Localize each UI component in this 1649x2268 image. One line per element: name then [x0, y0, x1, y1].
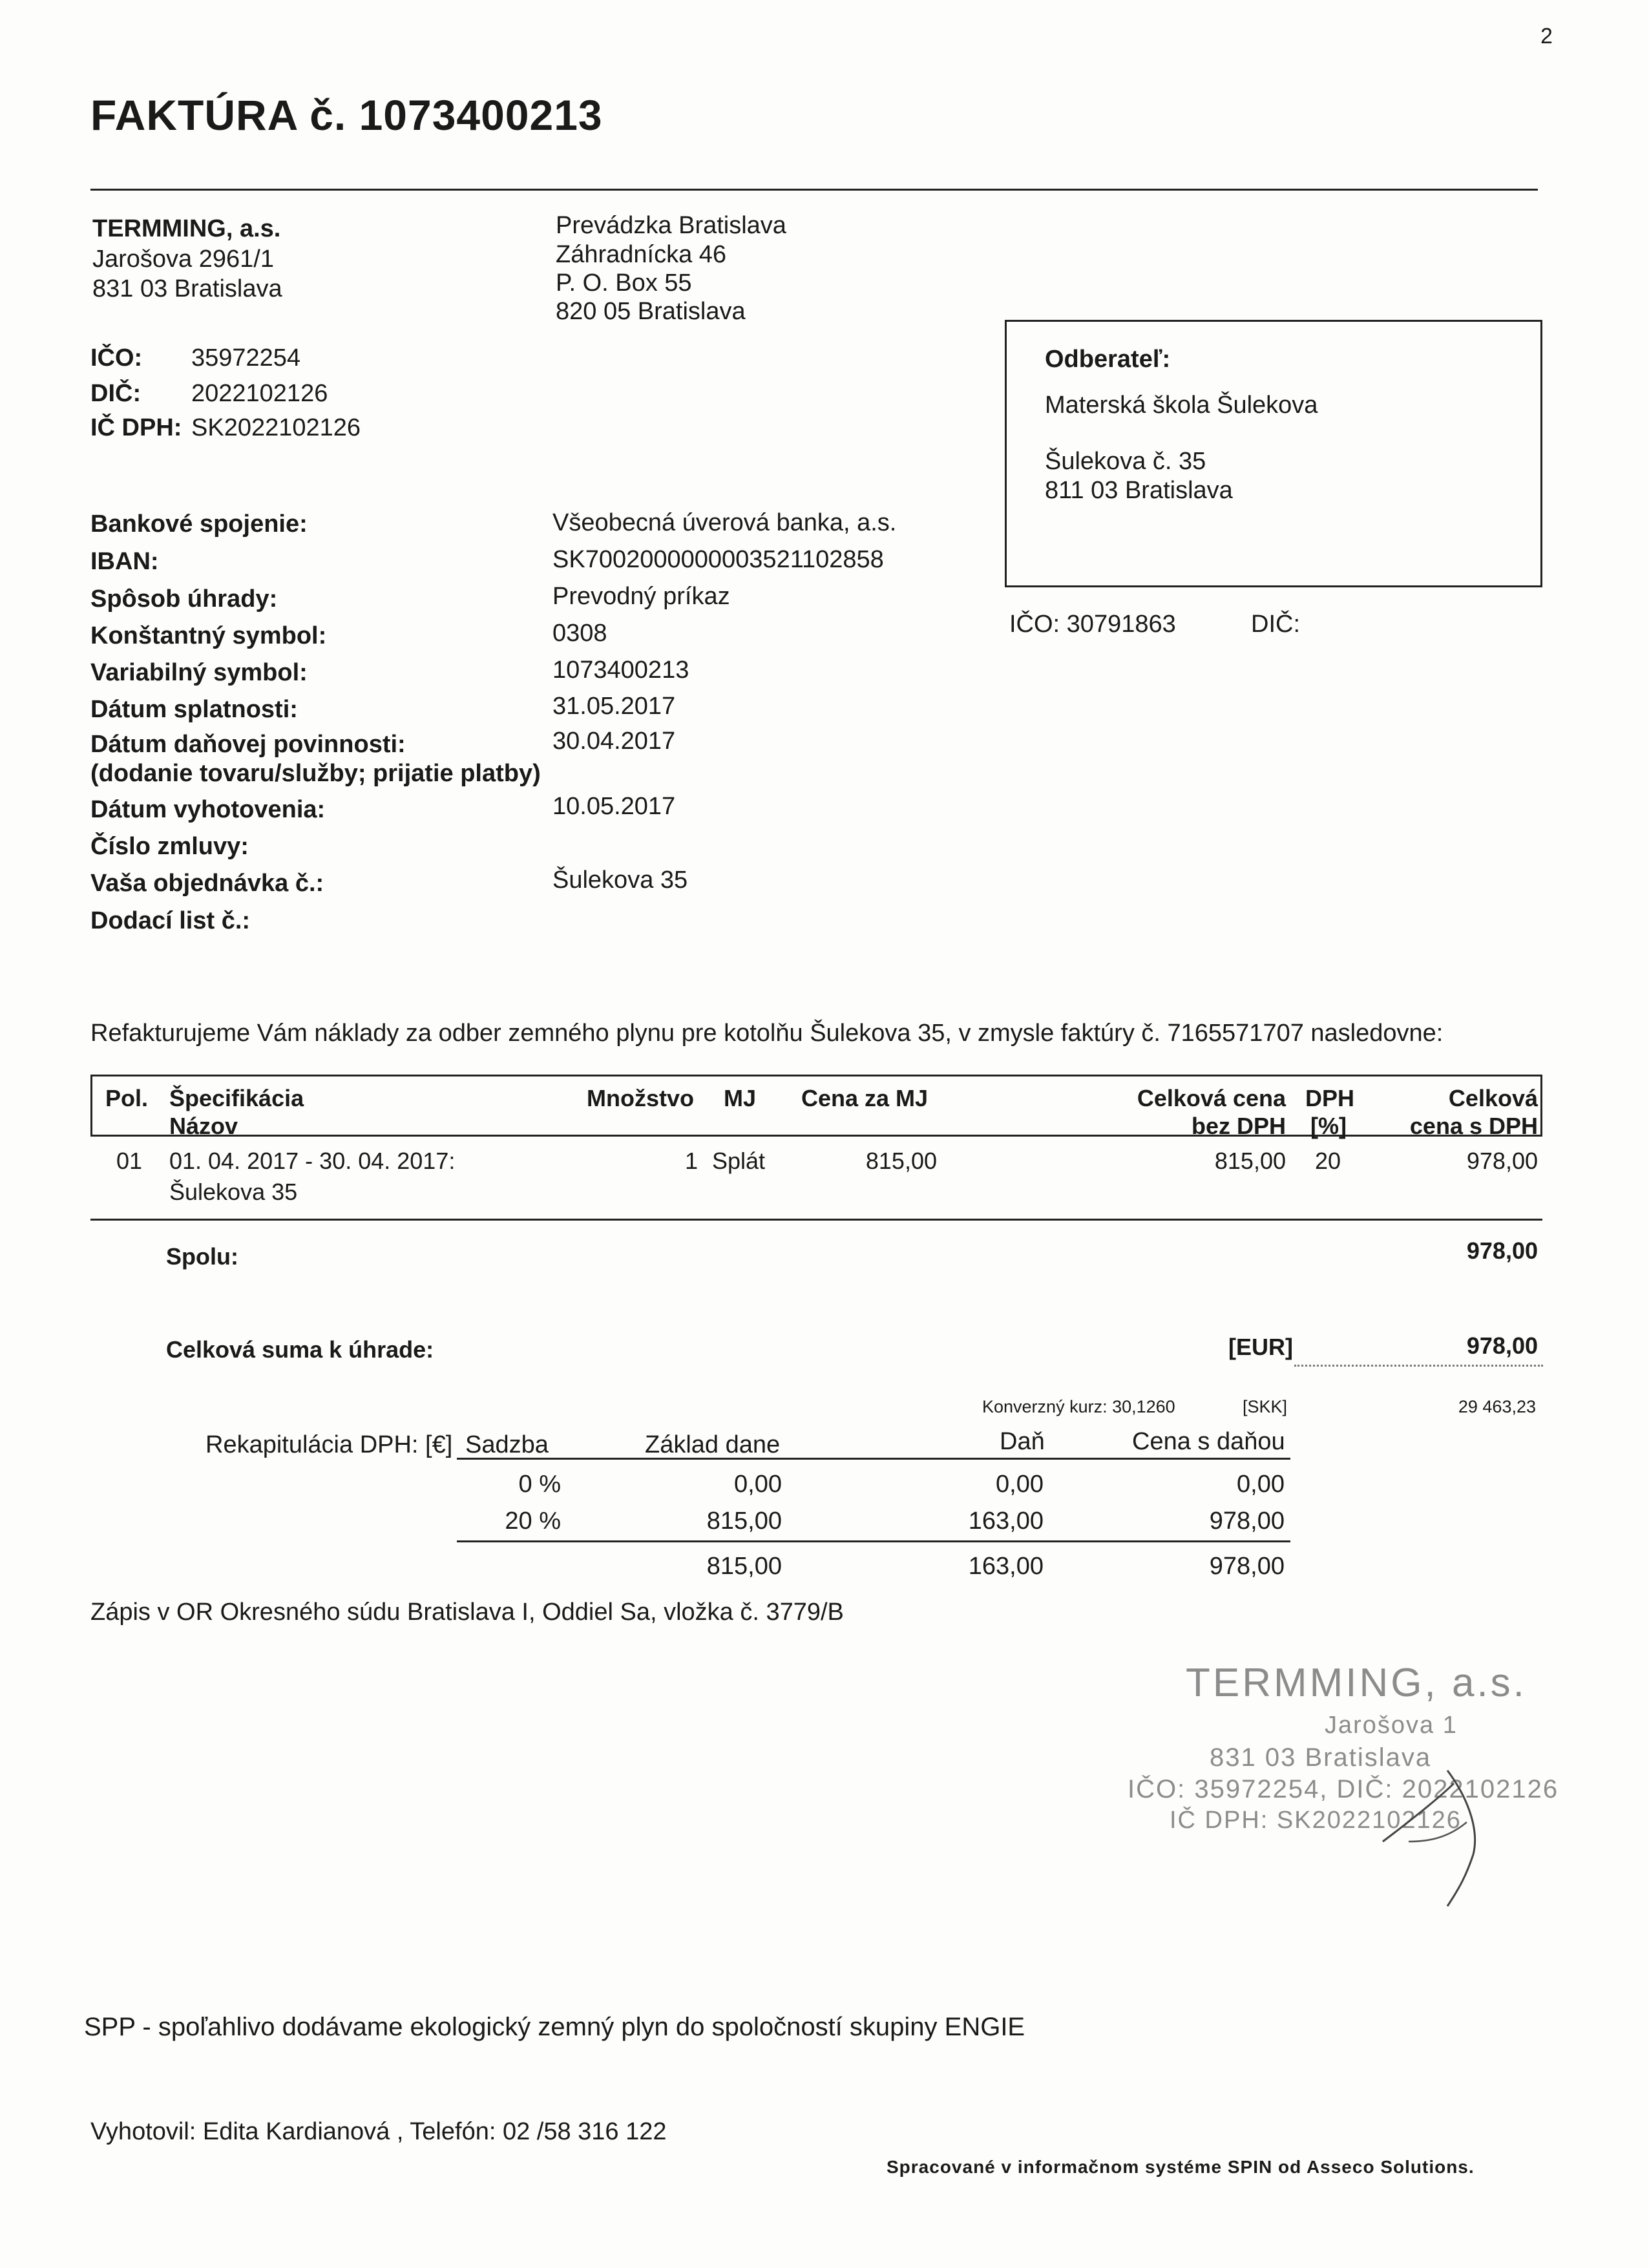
sum-currency: [EUR] — [1228, 1334, 1293, 1360]
th-total1: Celková cena — [1137, 1085, 1286, 1111]
customer-dic: DIČ: — [1251, 611, 1300, 638]
sum-value: 978,00 — [1466, 1332, 1538, 1359]
supplier-street: Jarošova 2961/1 — [92, 246, 274, 273]
slogan-text: SPP - spoľahlivo dodávame ekologický zemný plyn do spoločností skupiny ENGIE — [84, 2013, 1025, 2041]
spolu-label: Spolu: — [166, 1243, 238, 1270]
th-gross2: cena s DPH — [1409, 1113, 1538, 1139]
row-price: 815,00 — [865, 1148, 937, 1174]
table-top-line — [90, 1075, 1542, 1076]
page-number: 2 — [1540, 24, 1553, 48]
vat-h-rate: Sadzba — [465, 1431, 549, 1458]
th-qty: Množstvo — [587, 1085, 694, 1111]
conv-currency: [SKK] — [1243, 1397, 1288, 1416]
issue-label: Dátum vyhotovenia: — [90, 796, 326, 823]
row-spec: 01. 04. 2017 - 30. 04. 2017: — [169, 1148, 456, 1174]
order-value: Šulekova 35 — [552, 866, 688, 894]
customer-label: Odberateľ: — [1045, 346, 1171, 373]
vat-header-line — [457, 1458, 1290, 1460]
supplier-dic-label: DIČ: — [90, 380, 142, 407]
vat-sum-tax: 163,00 — [968, 1553, 1044, 1580]
contract-label: Číslo zmluvy: — [90, 833, 249, 860]
branch-pobox: P. O. Box 55 — [556, 269, 692, 297]
branch-name: Prevádzka Bratislava — [556, 212, 786, 239]
conv-value: 29 463,23 — [1458, 1397, 1536, 1416]
vat-base-1: 815,00 — [706, 1507, 782, 1535]
row-qty: 1 — [684, 1148, 698, 1174]
ks-label: Konštantný symbol: — [90, 622, 327, 649]
vat-gross-1: 978,00 — [1209, 1507, 1285, 1535]
supplier-dic: 2022102126 — [191, 380, 328, 407]
method-label: Spôsob úhrady: — [90, 585, 278, 613]
th-mj: MJ — [724, 1085, 757, 1111]
due-value: 31.05.2017 — [552, 693, 676, 720]
tax-date-value: 30.04.2017 — [552, 728, 676, 755]
row-dph: 20 — [1315, 1148, 1341, 1174]
order-label: Vaša objednávka č.: — [90, 870, 324, 897]
supplier-name: TERMMING, a.s. — [92, 215, 281, 242]
th-spec: Špecifikácia — [169, 1085, 304, 1111]
table-right-border — [1540, 1075, 1542, 1136]
stamp-line-5: IČ DPH: SK2022102126 — [1170, 1807, 1462, 1834]
signature-mark — [1370, 1745, 1499, 1913]
vat-h-base: Základ dane — [645, 1431, 781, 1458]
vat-base-0: 0,00 — [734, 1471, 782, 1498]
th-gross1: Celková — [1448, 1085, 1538, 1111]
tax-date-note: (dodanie tovaru/služby; prijatie platby) — [90, 760, 541, 787]
vs-label: Variabilný symbol: — [90, 659, 308, 686]
table-bottom-line — [90, 1219, 1542, 1221]
vat-h-tax: Daň — [1000, 1428, 1045, 1455]
supplier-icdph: SK2022102126 — [191, 414, 361, 441]
branch-city: 820 05 Bratislava — [556, 298, 746, 325]
issuer-text: Vyhotovil: Edita Kardianová , Telefón: 02 /58 316 122 — [90, 2118, 667, 2145]
row-mj: Splát — [712, 1148, 766, 1174]
delivery-label: Dodací list č.: — [90, 907, 251, 934]
supplier-city: 831 03 Bratislava — [92, 275, 282, 302]
customer-box — [1005, 320, 1542, 587]
th-pol: Pol. — [105, 1085, 149, 1111]
row-gross: 978,00 — [1466, 1148, 1538, 1174]
vat-h-gross: Cena s daňou — [1132, 1428, 1285, 1455]
title-divider — [90, 189, 1538, 191]
registry-text: Zápis v OR Okresného súdu Bratislava I, Oddiel Sa, vložka č. 3779/B — [90, 1599, 844, 1626]
customer-name: Materská škola Šulekova — [1045, 392, 1318, 419]
th-total2: bez DPH — [1191, 1113, 1286, 1139]
method-value: Prevodný príkaz — [552, 583, 730, 610]
invoice-title: FAKTÚRA č. 1073400213 — [90, 91, 603, 139]
stamp-line-2: Jarošova 1 — [1325, 1712, 1458, 1739]
stamp-line-1: TERMMING, a.s. — [1186, 1661, 1527, 1705]
table-left-border — [90, 1075, 92, 1136]
iban-label: IBAN: — [90, 548, 159, 575]
vat-sum-gross: 978,00 — [1209, 1553, 1285, 1580]
supplier-ico: 35972254 — [191, 344, 301, 372]
stamp-line-3: 831 03 Bratislava — [1210, 1743, 1432, 1772]
stamp-line-4: IČO: 35972254, DIČ: 2022102126 — [1128, 1775, 1559, 1803]
th-price: Cena za MJ — [801, 1085, 929, 1111]
vat-tax-0: 0,00 — [996, 1471, 1044, 1498]
intro-text: Refakturujeme Vám náklady za odber zemného plynu pre kotolňu Šulekova 35, v zmysle faktúry č. 7165571707 nasledovne: — [90, 1020, 1444, 1047]
ks-value: 0308 — [552, 620, 607, 647]
customer-street: Šulekova č. 35 — [1045, 448, 1206, 475]
row-name: Šulekova 35 — [169, 1179, 298, 1205]
vat-rate-0: 0 % — [518, 1471, 561, 1498]
sum-dotted-line — [1294, 1365, 1543, 1367]
row-pol: 01 — [116, 1148, 143, 1174]
conv-rate: Konverzný kurz: 30,1260 — [982, 1397, 1175, 1416]
bank-label: Bankové spojenie: — [90, 510, 308, 538]
customer-city: 811 03 Bratislava — [1045, 477, 1233, 504]
tax-date-label: Dátum daňovej povinnosti: — [90, 731, 406, 758]
vat-sum-line — [457, 1540, 1290, 1542]
vat-rate-1: 20 % — [505, 1507, 561, 1535]
spolu-value: 978,00 — [1466, 1237, 1538, 1264]
iban-value: SK7002000000003521102858 — [552, 546, 884, 573]
bank-value: Všeobecná úverová banka, a.s. — [552, 509, 897, 536]
sum-label: Celková suma k úhrade: — [166, 1336, 434, 1363]
vs-value: 1073400213 — [552, 656, 689, 684]
supplier-icdph-label: IČ DPH: — [90, 414, 182, 441]
customer-ico: IČO: 30791863 — [1009, 611, 1176, 638]
supplier-ico-label: IČO: — [90, 344, 143, 372]
due-label: Dátum splatnosti: — [90, 696, 298, 723]
vat-tax-1: 163,00 — [968, 1507, 1044, 1535]
system-note: Spracované v informačnom systéme SPIN od Asseco Solutions. — [887, 2157, 1475, 2177]
vat-gross-0: 0,00 — [1237, 1471, 1285, 1498]
row-total: 815,00 — [1214, 1148, 1286, 1174]
th-dph1: DPH — [1305, 1085, 1355, 1111]
issue-value: 10.05.2017 — [552, 793, 676, 820]
vat-sum-base: 815,00 — [706, 1553, 782, 1580]
vat-label: Rekapitulácia DPH: [€] — [205, 1431, 453, 1458]
branch-street: Záhradnícka 46 — [556, 241, 727, 268]
th-name: Názov — [169, 1113, 238, 1139]
th-dph2: [%] — [1310, 1113, 1347, 1139]
